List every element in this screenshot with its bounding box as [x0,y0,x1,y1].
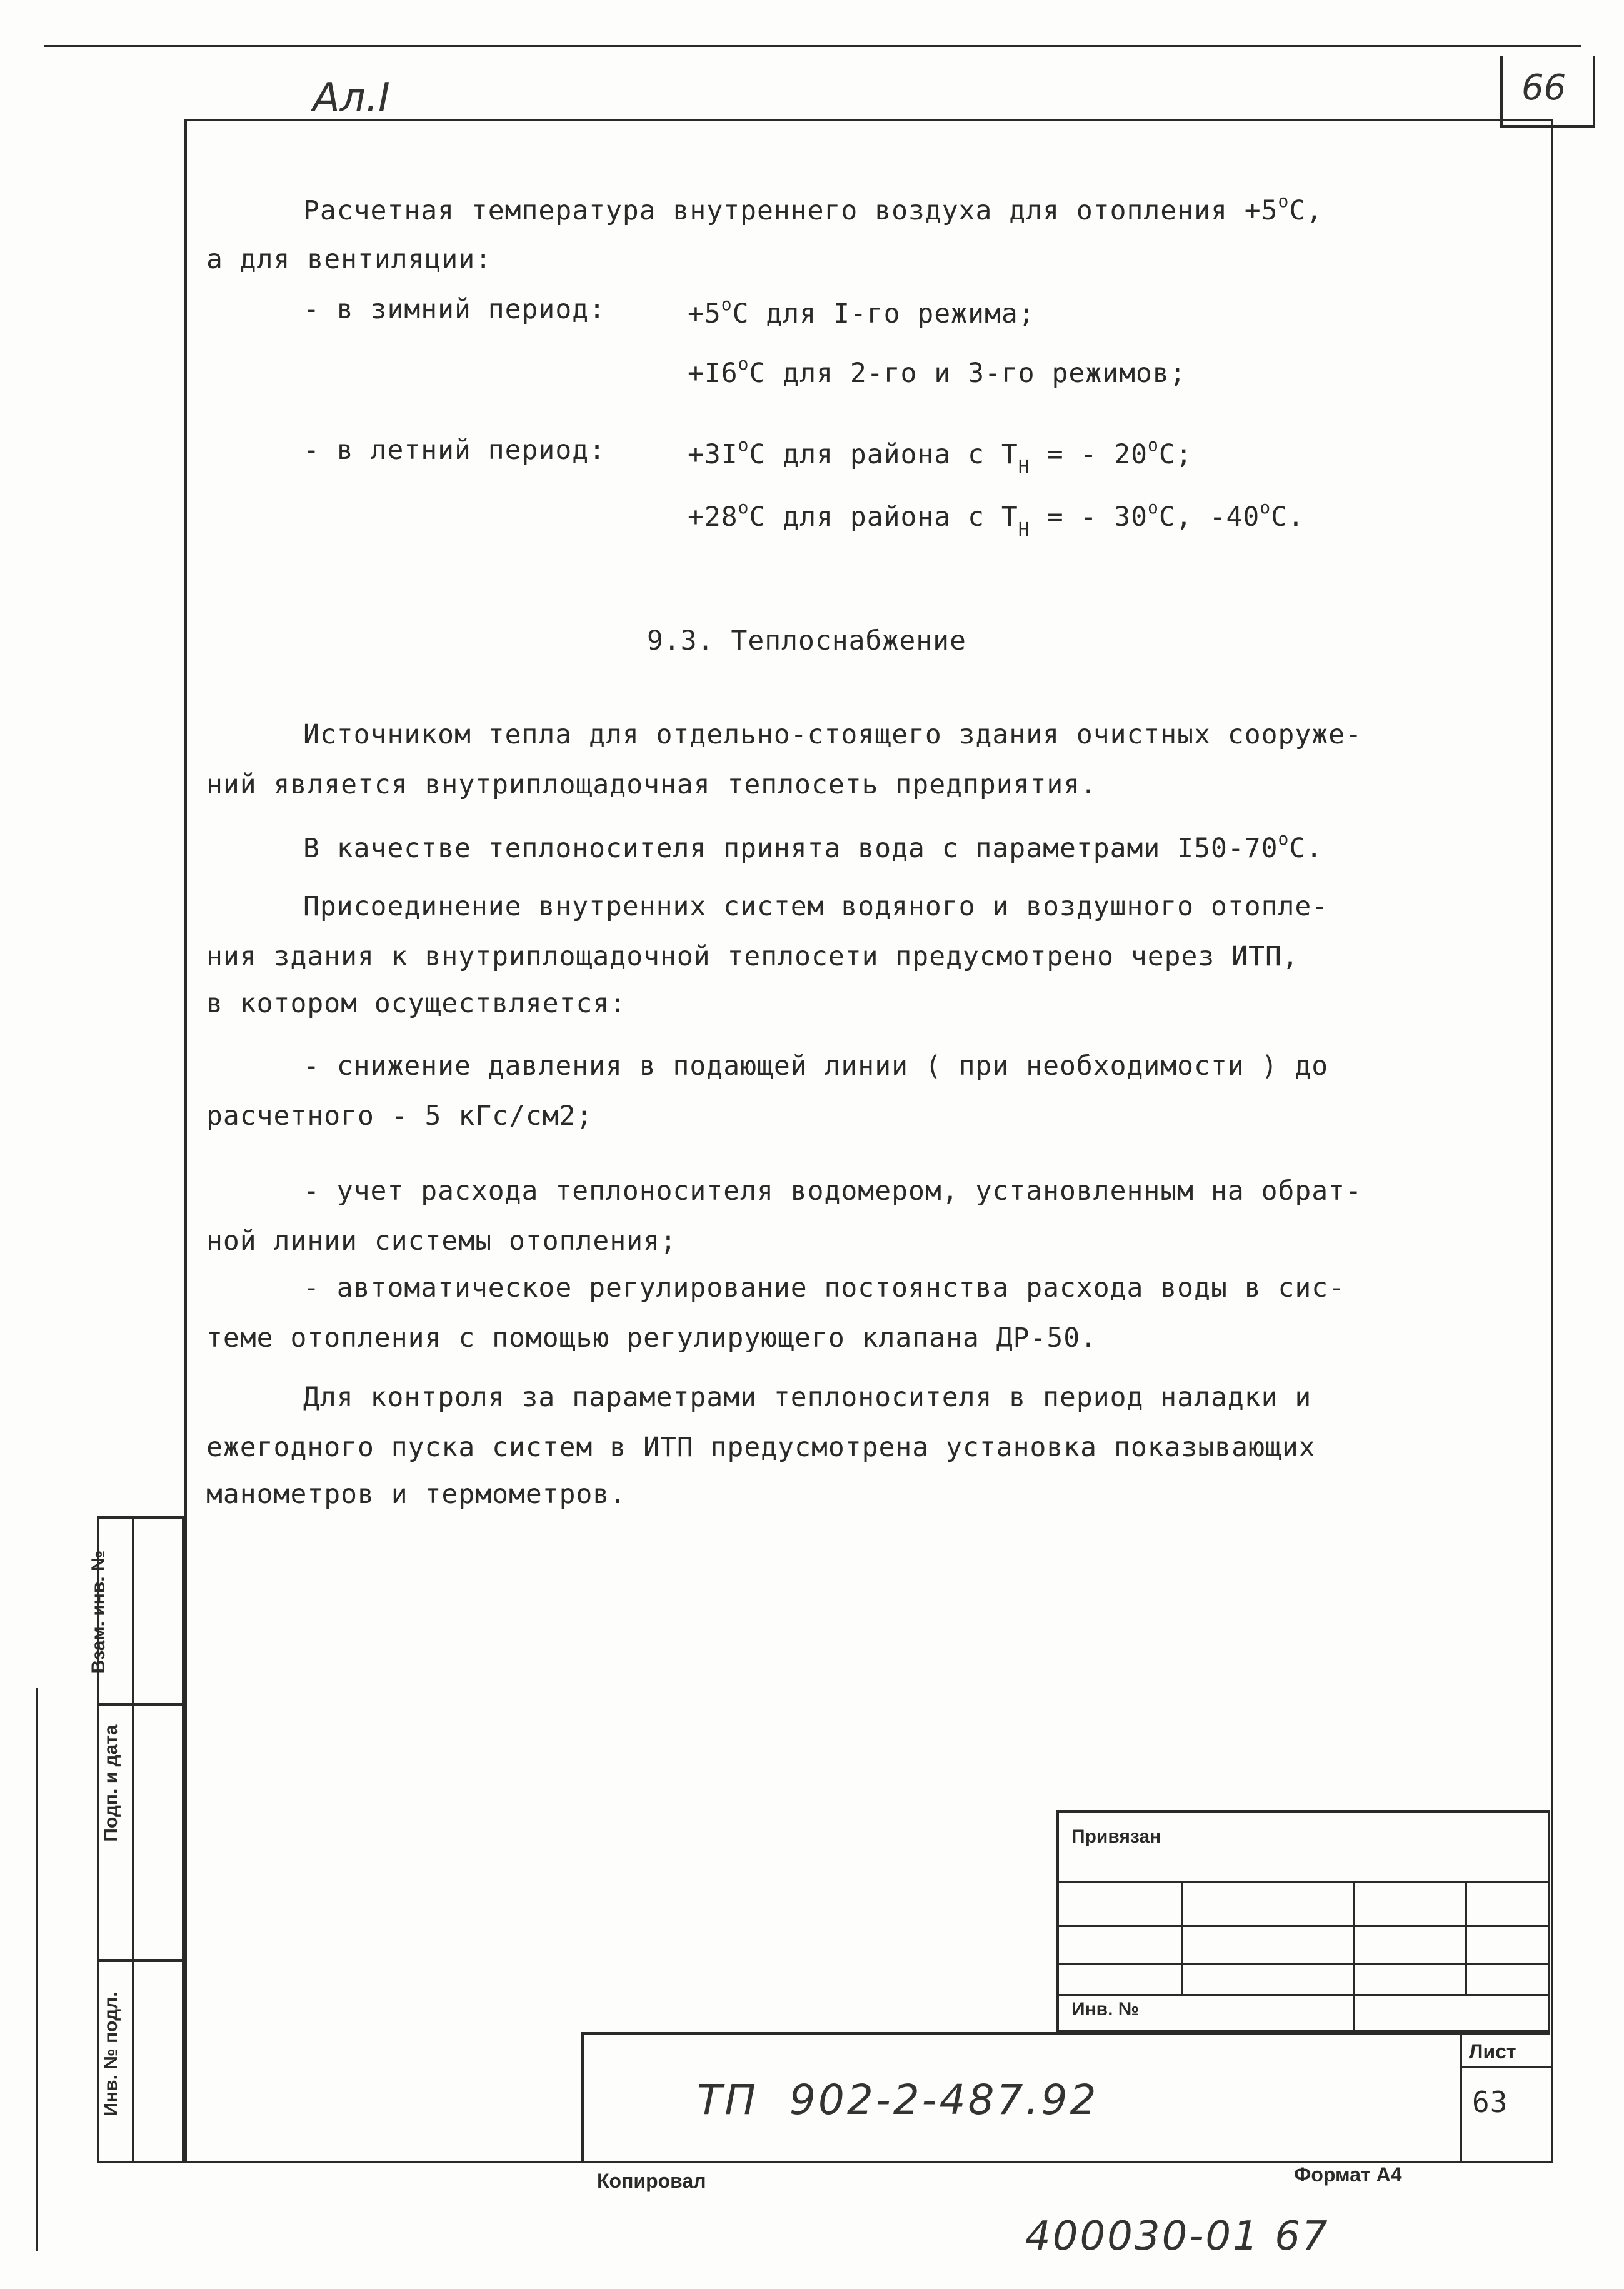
bullet2-line1: - учет расхода теплоносителя водомером, установленным на обрат- [303,1175,1362,1207]
summer-value-1: $+3I^оС$ для района с $Т_Н$ = - $20^оС$; [688,435,1193,478]
sheet-label: Лист [1469,2040,1516,2063]
side-label-inv-podl: Инв. № подл. [101,1991,121,2116]
para5-line1: Для контроля за параметрами теплоносителя в период наладки и [303,1382,1312,1413]
para4-line2: ния здания к внутриплощадочной теплосети предусмотрено через ИТП, [206,941,1299,972]
privyazan-col-line-1 [1181,1881,1183,1994]
top-rule [44,45,1581,47]
para4-line3: в котором осуществляется: [206,988,627,1019]
sheet-cell-divider [1460,2035,1462,2163]
doc-code-block [581,2032,1550,2163]
summer-value-2: $+28^оС$ для района с $Т_Н$ = - $30^оС$, $-40^оС$. [688,497,1305,541]
left-edge-line [36,1688,38,2251]
privyazan-row-line-1 [1059,1881,1548,1883]
bullet3-line2: теме отопления с помощью регулирующего клапана ДР-50. [206,1322,1098,1354]
bullet1-line2: расчетного - 5 кГс/см2; [206,1100,593,1132]
sheet-label-divider [1460,2066,1553,2068]
para2-line2: ний является внутриплощадочная теплосеть предприятия. [206,769,1098,800]
privyazan-label: Привязан [1071,1826,1161,1847]
summer-label: - в летний период: [303,435,606,466]
privyazan-col-line-3 [1465,1881,1467,1994]
page-badge-number: 66 [1521,68,1566,108]
sheet-number: 63 [1472,2085,1508,2119]
para1-line1: Расчетная температура внутреннего воздуха для отопления $+5^оС$, [303,191,1323,226]
para2-line1: Источником тепла для отдельно-стоящего здания очистных сооруже- [303,719,1362,750]
inv-no-label: Инв. № [1071,1999,1140,2020]
format-label: Формат А4 [1294,2163,1402,2186]
bullet2-line2: ной линии системы отопления; [206,1225,677,1257]
copied-label: Копировал [597,2170,706,2192]
privyazan-row-line-3 [1059,1963,1548,1965]
privyazan-col-line-2 [1353,1881,1355,2035]
side-stamp-divider-v [132,1519,134,2161]
para4-line1: Присоединение внутренних систем водяного и воздушного отопле- [303,891,1329,922]
archive-number: 400030-01 67 [1025,2213,1330,2260]
para5-line3: манометров и термометров. [206,1479,627,1510]
corner-mark: Ал.I [313,75,390,121]
privyazan-row-line-4 [1059,1994,1548,1996]
privyazan-block [1056,1810,1550,2032]
doc-code: ТП 902-2-487.92 [697,2076,1099,2124]
winter-value-2: $+I6^оС$ для 2-го и 3-го режимов; [688,353,1186,389]
bullet3-line1: - автоматическое регулирование постоянства расхода воды в сис- [303,1272,1346,1304]
privyazan-row-line-2 [1059,1925,1548,1927]
para1-line2: а для вентиляции: [206,244,493,275]
side-stamp-divider-h2 [99,1959,182,1962]
winter-value-1: $+5^оС$ для I-го режима; [688,294,1035,330]
winter-label: - в зимний период: [303,294,606,325]
page-badge [1500,56,1595,128]
side-label-vzam-inv: Взам. инв. № [88,1550,109,1674]
para3-line1: В качестве теплоносителя принята вода с параметрами $I50-70^оС$. [303,828,1323,864]
bullet1-line1: - снижение давления в подающей линии ( при необходимости ) до [303,1050,1329,1082]
para5-line2: ежегодного пуска систем в ИТП предусмотрена установка показывающих [206,1432,1316,1463]
side-label-podp-data: Подп. и дата [101,1724,121,1842]
section-heading: 9.3. Теплоснабжение [647,625,966,657]
